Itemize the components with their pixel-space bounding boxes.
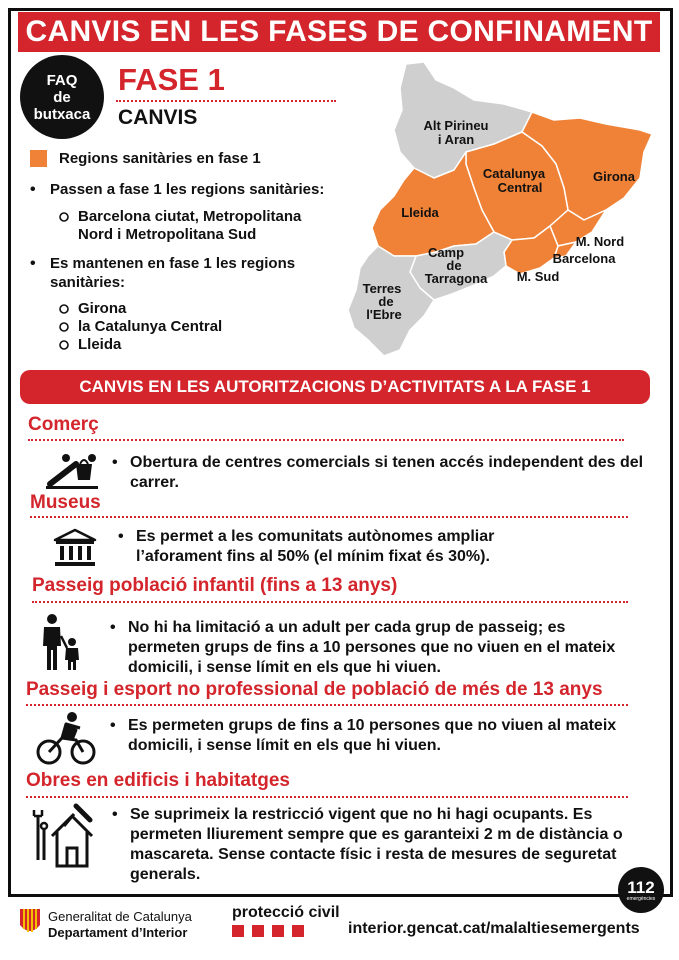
phase-subtitle: CANVIS: [118, 106, 198, 129]
badge-caption: emergències: [626, 895, 656, 902]
label-m-nord: M. Nord: [575, 234, 625, 249]
heading-comerc: Comerç: [28, 414, 99, 435]
map-legend: [30, 150, 261, 167]
intro-bullet-2-text: Es mantenen en fase 1 les regions sanitàries:: [50, 255, 296, 291]
activities-title: CANVIS EN LES AUTORITZACIONS D’ACTIVITATS A LA FASE 1: [20, 370, 650, 404]
intro-bullet-1: [30, 180, 360, 199]
label-cat-central-1: Catalunya: [482, 166, 546, 181]
heading-divider: [30, 516, 628, 518]
intro-sublist-1-item: Barcelona ciutat, Metropolitana Nord i Metropolitana Sud: [78, 208, 302, 243]
label-terres-2: de: [378, 294, 394, 309]
obres-text: Se suprimeix la restricció vigent que no hi hagi ocupants. Es permeten lliurement sempre que es garanteixi 2 m de distància o mascareta. Sense contacte físic i resta de mesures de seguretat generals.: [130, 806, 623, 883]
heading-esport: Passeig i esport no professional de població de més de 13 anys: [26, 679, 603, 700]
label-camp-2: de: [446, 258, 462, 273]
bullet-icon: •: [30, 181, 36, 198]
museum-icon: [52, 528, 98, 568]
label-camp-1: Camp: [427, 245, 465, 260]
circle-bullet-icon: [58, 303, 70, 315]
footer-government: [48, 909, 192, 941]
intro-sublist-2-item-3: Lleida: [78, 336, 122, 353]
comerc-item: [112, 453, 652, 493]
circle-bullet-icon: [58, 211, 70, 223]
label-camp-3: Tarragona: [424, 271, 488, 286]
label-girona: Girona: [593, 169, 635, 184]
badge-number: 112: [627, 877, 655, 897]
generalitat-logo-icon: [18, 907, 42, 937]
comerc-text: Obertura de centres comercials si tenen accés independent des del carrer.: [130, 454, 644, 491]
circle-bullet-icon: [58, 321, 70, 333]
legend-label: Regions sanitàries en fase 1: [59, 150, 261, 167]
footer-gov-line-1: Generalitat de Catalunya: [48, 909, 192, 924]
passeig-infantil-text: No hi ha limitació a un adult per cada grup de passeig; es permeten grups de fins a 10 persones que no viuen en el mateix domicili, i sense límit en els que hi viuen.: [128, 619, 616, 676]
label-m-sud: M. Sud: [516, 269, 560, 284]
bullet-icon: •: [30, 255, 36, 272]
heading-divider: [26, 796, 628, 798]
heading-obres: Obres en edificis i habitatges: [26, 770, 290, 791]
label-lleida: Lleida: [401, 205, 439, 220]
bullet-icon: •: [110, 717, 116, 734]
heading-divider: [32, 601, 628, 603]
footer-gov-line-2: Departament d’Interior: [48, 925, 188, 940]
circle-bullet-icon: [58, 339, 70, 351]
heading-passeig-infantil: Passeig població infantil (fins a 13 anys): [32, 575, 398, 596]
label-terres-1: Terres: [362, 281, 402, 296]
esport-text: Es permeten grups de fins a 10 persones que no viuen al mateix domicili, i sense límit en els que hi viuen.: [128, 717, 617, 754]
intro-bullet-1-text: Passen a fase 1 les regions sanitàries:: [50, 181, 325, 198]
adult-child-icon: [40, 614, 84, 672]
obres-item: [112, 805, 646, 885]
bullet-icon: •: [110, 619, 116, 636]
catalonia-map: [344, 60, 660, 360]
label-alt-pirineu-1: Alt Pirineu: [423, 118, 489, 133]
intro-sublist-2-item-1: Girona: [78, 300, 127, 317]
legend-swatch: [30, 150, 47, 167]
faq-line-2: de: [53, 88, 71, 106]
intro-sublist-1: [58, 208, 338, 244]
intro-sublist-2: [58, 300, 298, 354]
label-alt-pirineu-2: i Aran: [437, 132, 475, 147]
bullet-icon: •: [112, 454, 118, 471]
phase-divider: [116, 100, 336, 102]
intro-sublist-2-item-2: la Catalunya Central: [78, 318, 223, 335]
intro-bullet-2: [30, 254, 340, 292]
phase-title: FASE 1: [118, 62, 225, 97]
passeig-infantil-item: [110, 618, 630, 678]
page-title: CANVIS EN LES FASES DE CONFINAMENT: [18, 12, 660, 52]
faq-line-1: FAQ: [46, 71, 78, 89]
heading-museus: Museus: [30, 492, 101, 513]
shopping-icon: [46, 450, 102, 490]
label-barcelona: Barcelona: [552, 251, 616, 266]
bullet-icon: •: [112, 806, 118, 823]
heading-divider: [26, 704, 628, 706]
faq-badge: [20, 55, 104, 139]
museus-text: Es permet a les comunitats autònomes ampliar l’aforament fins al 50% (el mínim fixat és 30%).: [136, 528, 495, 565]
civil-protection-logo-icon: [232, 925, 312, 937]
emergency-112-badge: [618, 867, 664, 913]
label-terres-3: l'Ebre: [366, 307, 402, 322]
faq-line-3: butxaca: [33, 105, 91, 123]
label-cat-central-2: Central: [497, 180, 543, 195]
footer-civil-protection: protecció civil: [232, 904, 340, 921]
footer-url[interactable]: interior.gencat.cat/malaltiesemergents: [348, 920, 640, 937]
construction-icon: [30, 802, 102, 872]
cyclist-icon: [36, 710, 96, 766]
heading-divider: [28, 439, 624, 441]
esport-item: [110, 716, 630, 756]
museus-item: [118, 527, 538, 567]
bullet-icon: •: [118, 528, 124, 545]
